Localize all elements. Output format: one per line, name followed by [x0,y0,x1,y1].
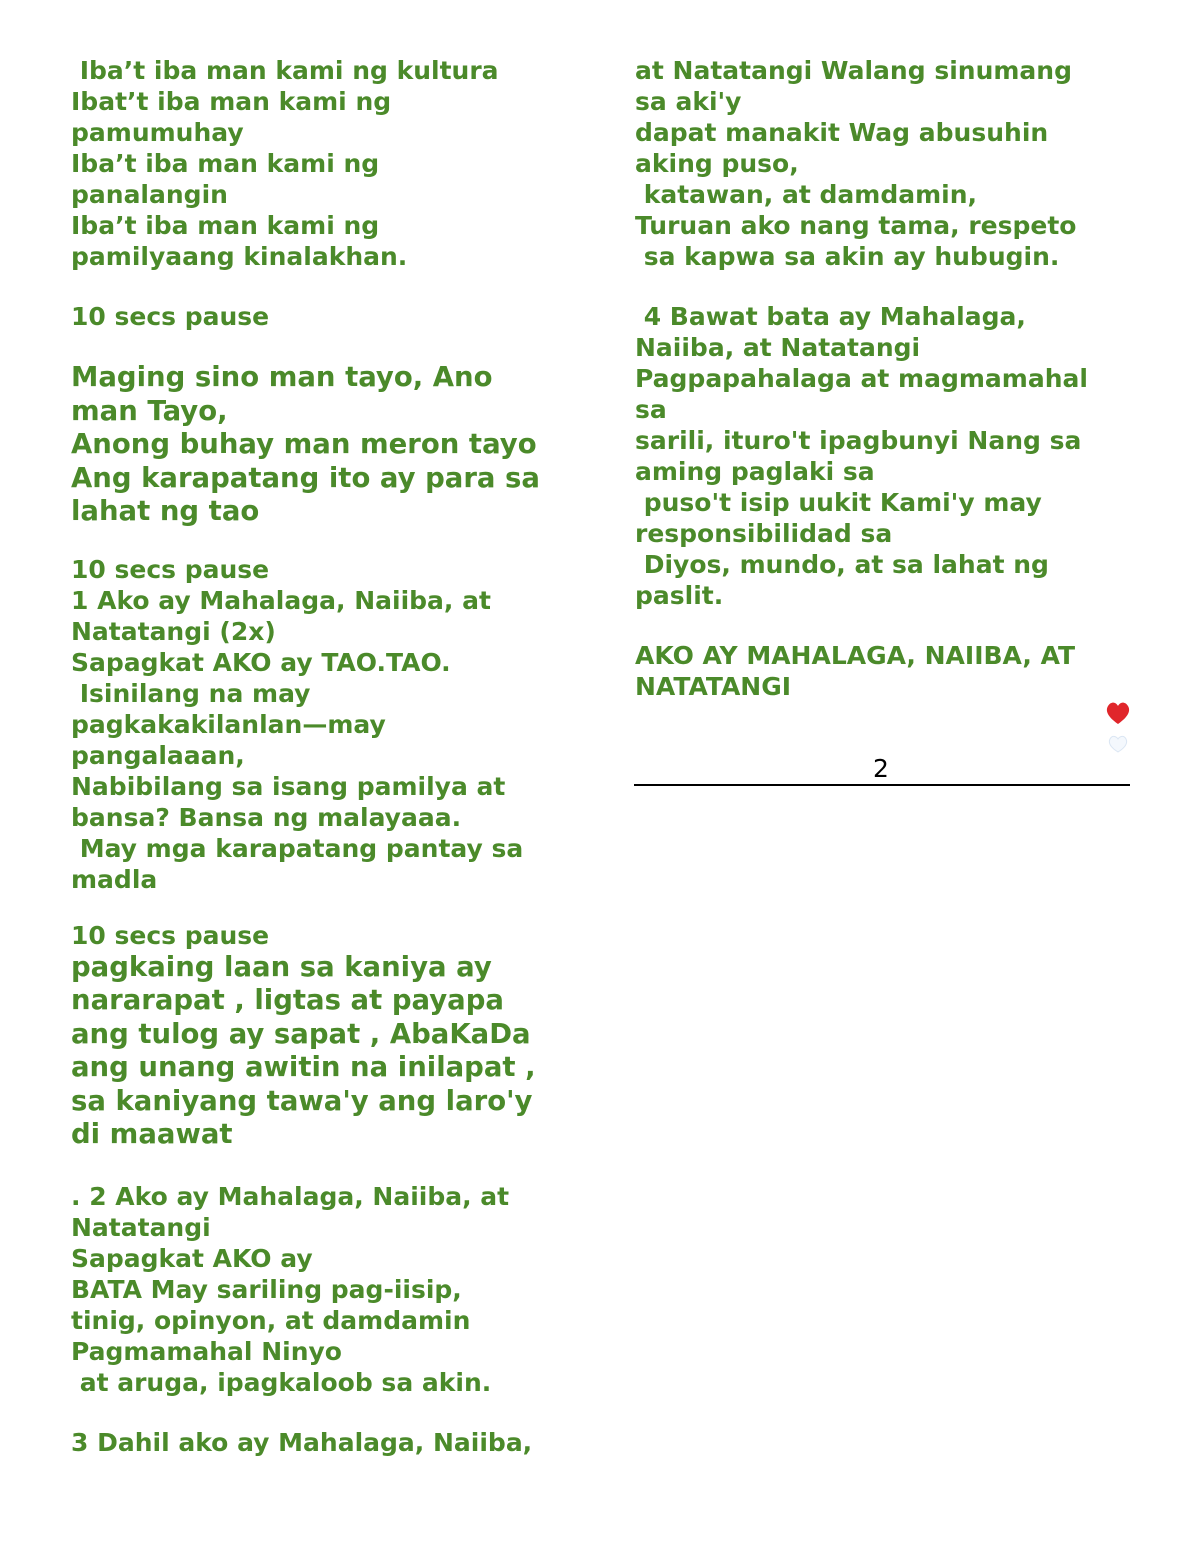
stanza-5-line: Naiiba, at Natatangi [635,333,921,362]
stanza-4-continued [635,55,1135,272]
stanza-2 [71,585,571,895]
closing-line [635,640,1135,702]
chorus-2-line: di maawat [71,1118,233,1150]
chorus-1-line: Anong buhay man meron tayo [71,428,537,460]
stanza-4-line: dapat manakit Wag abusuhin [635,118,1049,147]
spacer [71,1152,571,1181]
page-number: 2 [873,754,889,783]
spacer [71,895,571,920]
stanza-3-line: Pagmamahal Ninyo [71,1336,342,1366]
stanza-1-line: panalangin [71,180,228,209]
stanza-1-line: Iba’t iba man kami ng [71,211,380,240]
stanza-1-line: pamumuhay [71,118,244,147]
stanza-1-line: pamilyaang kinalakhan. [71,242,408,271]
chorus-2-line: ang unang awitin na inilapat , [71,1051,536,1083]
spacer [71,332,571,361]
chorus-2-line: ang tulog ay sapat , AbaKaDa [71,1017,531,1050]
stanza-2-line: Isinilang na may [71,678,311,708]
spacer [635,611,1135,640]
spacer [635,272,1135,301]
stanza-4-line: 3 Dahil ako ay Mahalaga, Naiiba, [71,1427,533,1457]
stanza-3-line: BATA May sariling pag-iisip, [71,1274,462,1304]
stanza-4-line: sa aki'y [635,87,742,116]
stanza-4-line: at Natatangi Walang sinumang [635,56,1072,85]
heart-icon-graphic [1104,700,1132,756]
stanza-1 [71,55,571,272]
chorus-1-line: man Tayo, [71,394,228,427]
stanza-5-line: paslit. [635,581,724,610]
stanza-5-line: sarili, ituro't ipagbunyi Nang sa [635,426,1082,455]
spacer [71,529,571,554]
pause-label: 10 secs pause [71,302,270,331]
chorus-1-line: Maging sino man tayo, Ano [71,361,493,393]
stanza-2-line: May mga karapatang pantay sa [71,833,524,863]
right-column [635,55,1135,702]
stanza-4-line: aking puso, [635,149,799,178]
footer-rule [634,784,1130,786]
left-column [71,55,571,1458]
heart-icon [1104,700,1132,756]
stanza-4-start [71,1427,571,1458]
stanza-3 [71,1181,571,1398]
stanza-2-line: Sapagkat AKO ay TAO.TAO. [71,647,451,677]
spacer [71,272,571,301]
closing-line-text: AKO AY MAHALAGA, NAIIBA, AT [635,641,1076,670]
chorus-2 [71,951,571,1152]
stanza-2-line: 1 Ako ay Mahalaga, Naiiba, at [71,585,491,615]
stanza-3-line: Sapagkat AKO ay [71,1243,313,1273]
stanza-4-line: sa kapwa sa akin ay hubugin. [635,242,1060,271]
stanza-5-line: Diyos, mundo, at sa lahat ng [635,550,1049,579]
stanza-2-line: Nabibilang sa isang pamilya at [71,771,506,801]
stanza-5-line: 4 Bawat bata ay Mahalaga, [635,302,1026,331]
stanza-3-line: at aruga, ipagkaloob sa akin. [71,1367,492,1397]
stanza-1-line: Iba’t iba man kami ng kultura [71,56,499,85]
stanza-2-line: pagkakakilanlan—may [71,709,386,739]
chorus-2-line: nararapat , ligtas at payapa [71,984,504,1016]
stanza-5-line: aming paglaki sa [635,457,875,486]
stanza-2-line: madla [71,864,158,894]
chorus-1 [71,361,571,529]
stanza-5-line: sa [635,395,667,424]
chorus-1-line: Ang karapatang ito ay para sa [71,461,540,494]
closing-line-text: NATATANGI [635,672,792,701]
chorus-2-line: pagkaing laan sa kaniya ay [71,950,492,983]
chorus-2-line: sa kaniyang tawa'y ang laro'y [71,1084,533,1117]
stanza-5-line: Pagpapahalaga at magmamahal [635,364,1088,393]
stanza-4-line: Turuan ako nang tama, respeto [635,211,1077,240]
stanza-1-line: Iba’t iba man kami ng [71,149,380,178]
pause-label: 10 secs pause [71,554,270,584]
stanza-5 [635,301,1135,611]
pause-label: 10 secs pause [71,920,270,950]
chorus-1-line: lahat ng tao [71,495,260,527]
stanza-1-line: Ibat’t iba man kami ng [71,87,392,116]
stanza-5-line: puso't isip uukit Kami'y may [635,488,1042,517]
stanza-4-line: katawan, at damdamin, [635,180,978,209]
stanza-2-line: pangalaaan, [71,740,245,770]
stanza-2-line: bansa? Bansa ng malayaaa. [71,802,462,832]
stanza-2-line: Natatangi (2x) [71,616,276,646]
stanza-3-line: Natatangi [71,1212,211,1242]
stanza-3-line: . 2 Ako ay Mahalaga, Naiiba, at [71,1181,510,1211]
stanza-3-line: tinig, opinyon, at damdamin [71,1305,471,1335]
spacer [71,1398,571,1427]
stanza-5-line: responsibilidad sa [635,519,893,548]
